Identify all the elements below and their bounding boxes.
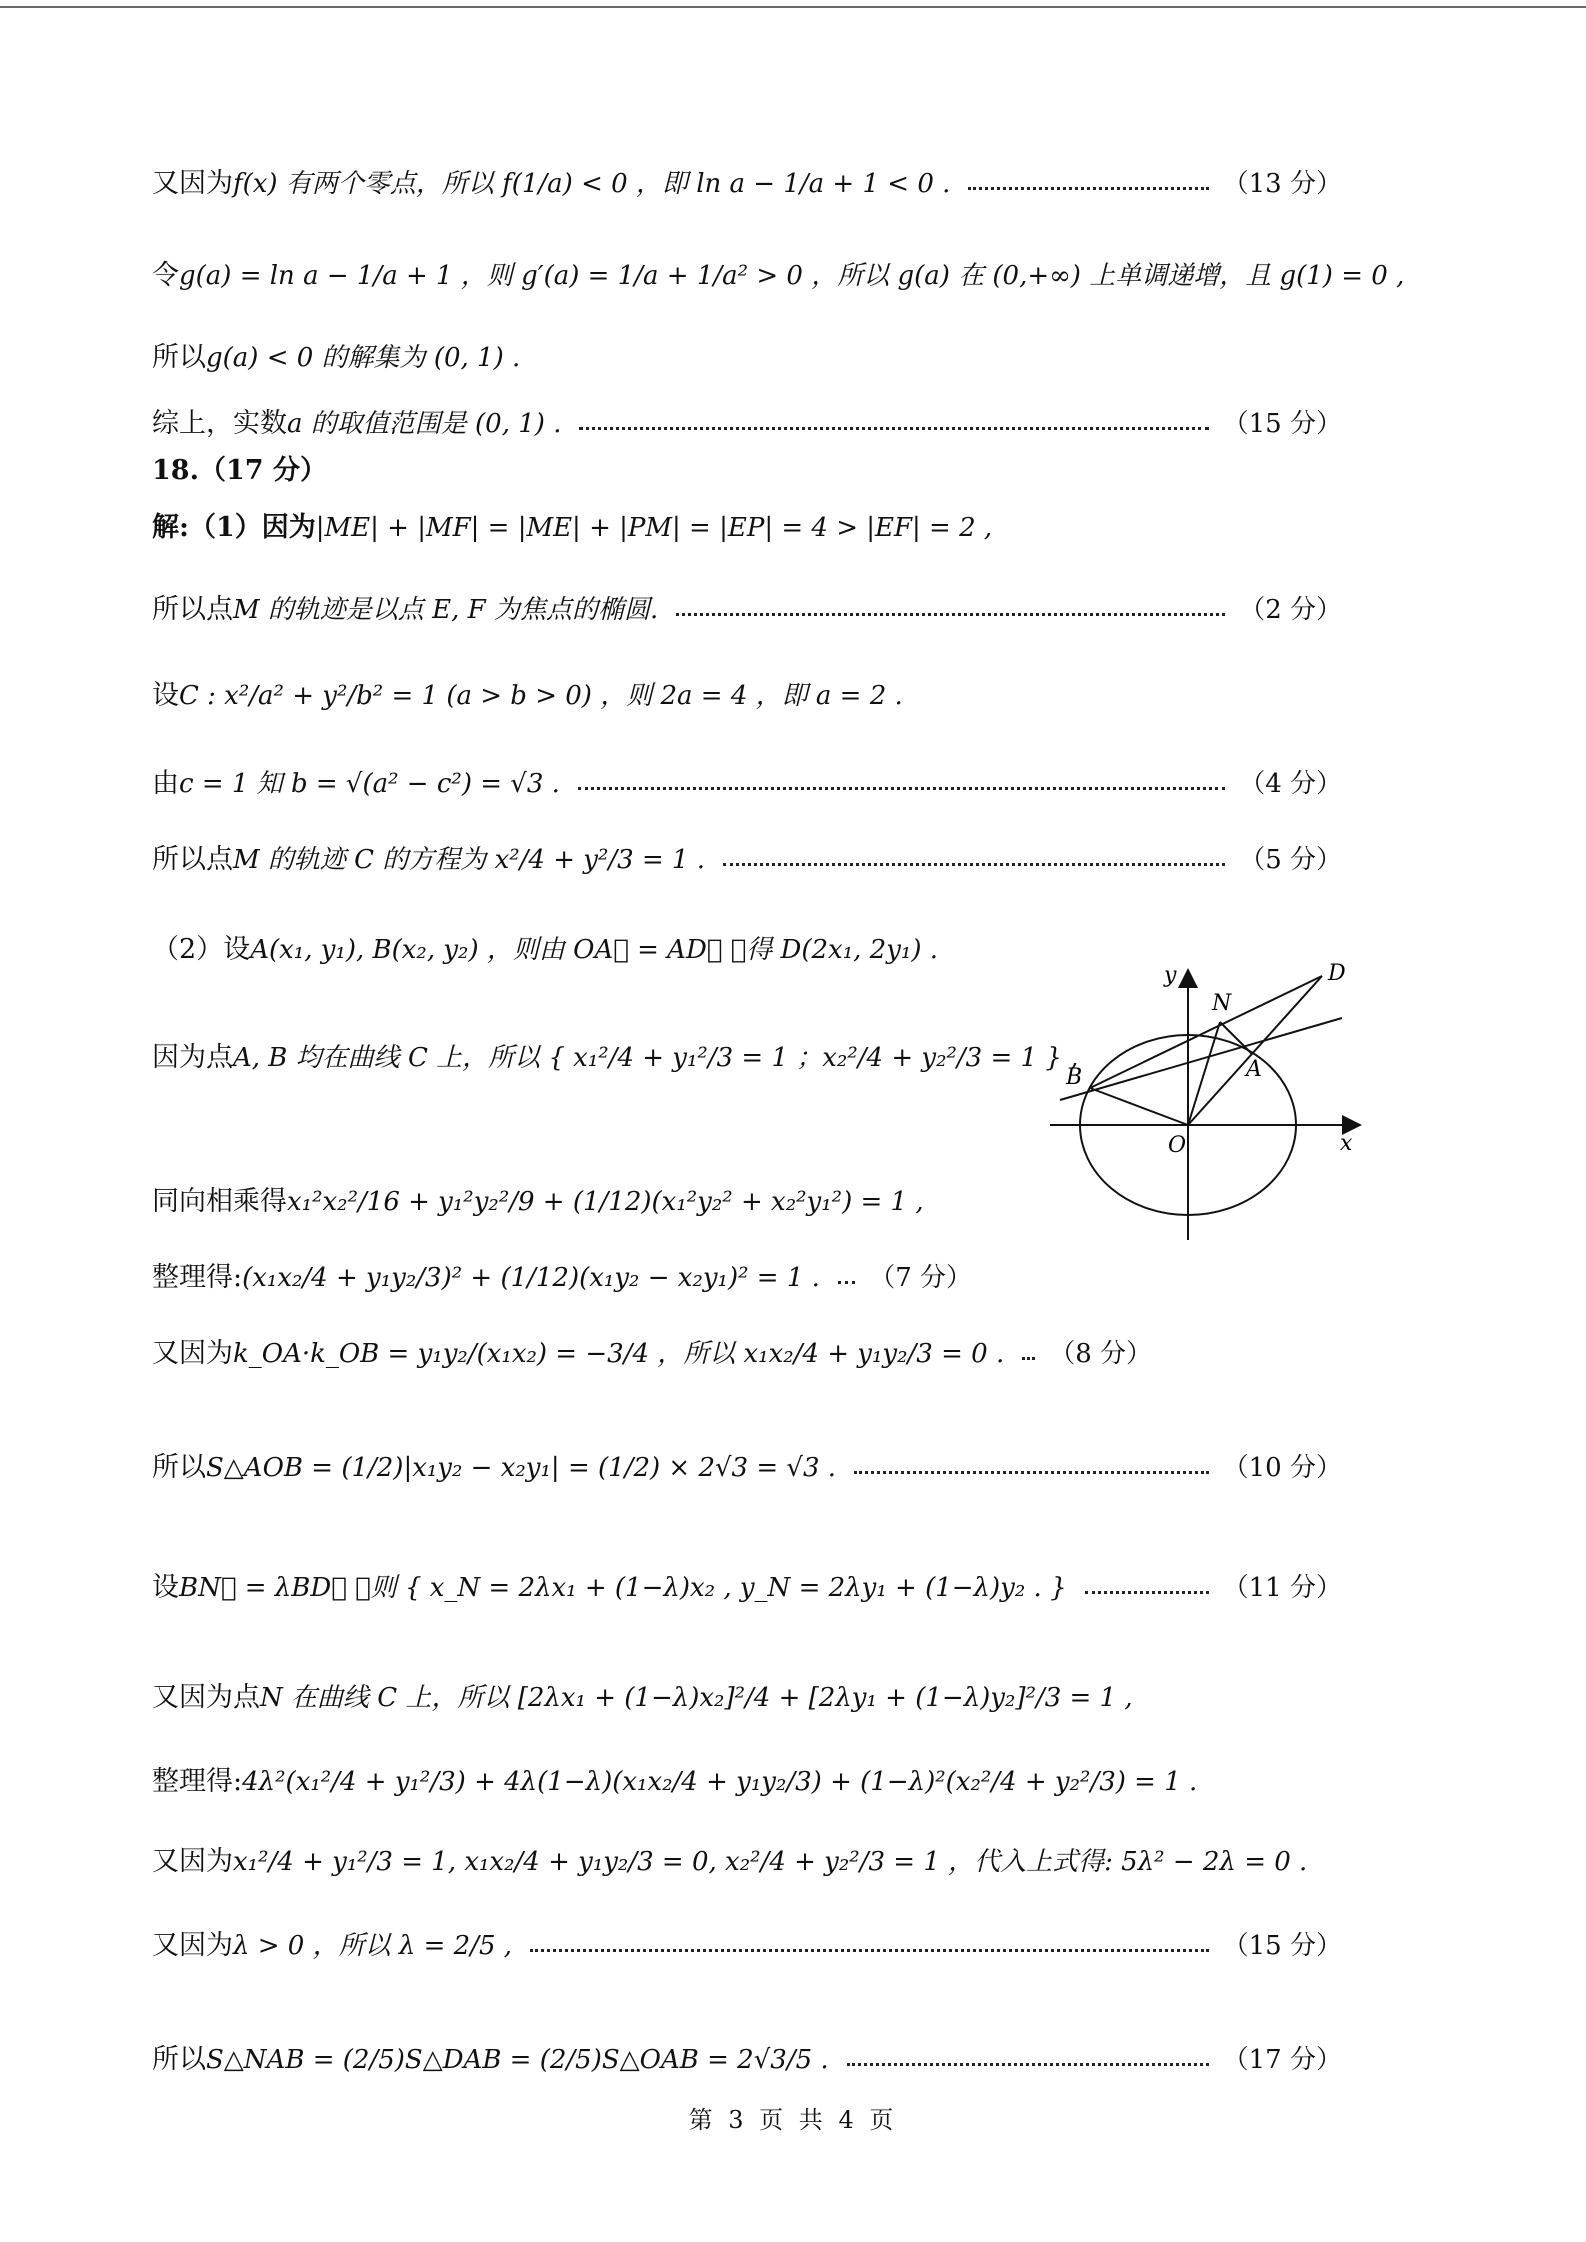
line-text: 设 (152, 1572, 179, 1603)
solution-line-7 (152, 1262, 972, 1294)
dot-leader (579, 427, 1208, 430)
line-math: x₁²/4 + y₁²/3 = 1, x₁x₂/4 + y₁y₂/3 = 0, x₂²/4 + y₂²/3 = 1 ，代入上式得: 5λ² − 2λ = 0 . (233, 1846, 1308, 1877)
line-math: λ > 0 ，所以 λ = 2/5 , (233, 1930, 513, 1961)
solution-line (152, 260, 1405, 292)
score-label: （11 分） (1222, 1572, 1342, 1603)
line-text: 所以 (152, 1452, 206, 1483)
solution-line (152, 1766, 1342, 1798)
solution-line (152, 342, 1342, 374)
line-math: N 在曲线 C 上，所以 [2λx₁ + (1−λ)x₂]²/4 + [2λy₁ + (1−λ)y₂]²/3 = 1 , (260, 1682, 1133, 1713)
score-label: （10 分） (1222, 1452, 1342, 1483)
solution-line-15 (152, 1930, 1342, 1962)
line-math: S△NAB = (2/5)S△DAB = (2/5)S△OAB = 2√3/5 . (206, 2044, 829, 2075)
line-math: a 的取值范围是 (0, 1) . (287, 408, 562, 439)
line-math: |ME| + |MF| = |ME| + |PM| = |EP| = 4 > |EF| = 2 , (315, 512, 993, 543)
line-bd (1090, 976, 1322, 1088)
line-ba (1060, 1018, 1342, 1100)
line-text: 又因为 (152, 1846, 233, 1877)
score-label: （7 分） (869, 1262, 972, 1293)
line-text: 由 (152, 768, 179, 799)
solution-line (152, 1682, 1342, 1714)
line-text: 解:（1）因为 (152, 512, 316, 543)
solution-line (152, 512, 1342, 544)
line-math: f(x) 有两个零点，所以 f(1/a) < 0 ，即 ln a − 1/a + 1 < 0 . (233, 168, 951, 199)
line-math: C : x²/a² + y²/b² = 1 (a > b > 0) ，则 2a = 4 ，即 a = 2 . (179, 680, 903, 711)
label-d: D (1328, 961, 1346, 986)
line-ob (1090, 1088, 1188, 1125)
score-label: （2 分） (1239, 594, 1342, 625)
solution-line-5 (152, 844, 1342, 876)
score-label: （4 分） (1239, 768, 1342, 799)
line-text: 又因为点 (152, 1682, 260, 1713)
line-math: x₁²x₂²/16 + y₁²y₂²/9 + (1/12)(x₁²y₂² + x₂²y₁²) = 1 , (287, 1186, 924, 1217)
line-math: (x₁x₂/4 + y₁y₂/3)² + (1/12)(x₁y₂ − x₂y₁)² = 1 . (242, 1262, 820, 1293)
line-math: 4λ²(x₁²/4 + y₁²/3) + 4λ(1−λ)(x₁x₂/4 + y₁y₂/3) + (1−λ)²(x₂²/4 + y₂²/3) = 1 . (242, 1766, 1198, 1797)
score-label: （15 分） (1222, 1930, 1342, 1961)
solution-line-17 (152, 2044, 1342, 2076)
page-footer: 第 3 页 共 4 页 (688, 2106, 898, 2134)
line-text: 设 (152, 680, 179, 711)
line-math: M 的轨迹是以点 E, F 为焦点的椭圆. (233, 594, 659, 625)
ellipse-figure (1040, 960, 1370, 1250)
problem-heading (152, 455, 1342, 487)
line-math: k_OA·k_OB = y₁y₂/(x₁x₂) = −3/4 ，所以 x₁x₂/4 + y₁y₂/3 = 0 . (233, 1338, 1005, 1369)
line-text: 综上，实数 (152, 408, 287, 439)
line-math: M 的轨迹 C 的方程为 x²/4 + y²/3 = 1 . (233, 844, 706, 875)
solution-line-2 (152, 594, 1342, 626)
dot-leader (847, 2063, 1209, 2066)
label-b: B (1066, 1065, 1083, 1090)
line-text: 整理得: (152, 1262, 243, 1293)
line-text: 所以点 (152, 594, 233, 625)
line-text: 又因为 (152, 1338, 233, 1369)
dot-leader (854, 1471, 1209, 1474)
score-label: （17 分） (1222, 2044, 1342, 2075)
line-text: 所以 (152, 2044, 206, 2075)
line-text: 所以 (152, 342, 206, 373)
solution-line (152, 1846, 1342, 1878)
line-math: A(x₁, y₁), B(x₂, y₂) ，则由 OA⃗ = AD⃗ ，得 D(2x₁, 2y₁) . (250, 934, 938, 965)
solution-line-13 (152, 168, 1342, 200)
line-text: 18.（17 分） (152, 455, 327, 486)
dot-leader (530, 1949, 1209, 1952)
line-text: （2）设 (152, 934, 251, 965)
dot-leader (1022, 1357, 1035, 1360)
dot-leader (1085, 1591, 1209, 1594)
dot-leader (838, 1281, 855, 1284)
line-text: 整理得: (152, 1766, 243, 1797)
label-y: y (1164, 963, 1177, 988)
score-label: （15 分） (1222, 408, 1342, 439)
line-od (1188, 976, 1322, 1125)
line-text: 又因为 (152, 168, 233, 199)
score-label: （5 分） (1239, 844, 1342, 875)
line-math: S△AOB = (1/2)|x₁y₂ − x₂y₁| = (1/2) × 2√3 = √3 . (206, 1452, 837, 1483)
line-math: c = 1 知 b = √(a² − c²) = √3 . (179, 768, 560, 799)
score-label: （8 分） (1049, 1338, 1152, 1369)
dot-leader (578, 787, 1225, 790)
line-math: g(a) < 0 的解集为 (0, 1) . (206, 342, 521, 373)
label-a: A (1246, 1057, 1262, 1082)
line-text: 令 (152, 260, 179, 291)
label-n: N (1212, 991, 1232, 1016)
solution-line-15 (152, 408, 1342, 440)
line-text: 因为点 (152, 1042, 233, 1073)
solution-line-11 (152, 1572, 1342, 1604)
solution-line-10 (152, 1452, 1342, 1484)
solution-line (152, 934, 1012, 966)
dot-leader (723, 863, 1225, 866)
line-math: BN⃗ = λBD⃗ ，则 { x_N = 2λx₁ + (1−λ)x₂ , y_N = 2λy₁ + (1−λ)y₂ . } (179, 1572, 1067, 1603)
dot-leader (968, 187, 1208, 190)
top-rule (0, 6, 1586, 8)
score-label: （13 分） (1222, 168, 1342, 199)
line-text: 同向相乘得 (152, 1186, 287, 1217)
dot-leader (676, 613, 1225, 616)
label-origin: O (1168, 1133, 1187, 1158)
solution-line (152, 680, 1342, 712)
solution-line (152, 1042, 1079, 1074)
line-math: A, B 均在曲线 C 上，所以 { x₁²/4 + y₁²/3 = 1 ；x₂²/4 + y₂²/3 = 1 } , (233, 1042, 1079, 1073)
line-text: 所以点 (152, 844, 233, 875)
label-x: x (1340, 1131, 1353, 1156)
line-text: 又因为 (152, 1930, 233, 1961)
solution-line (152, 1186, 1012, 1218)
line-math: g(a) = ln a − 1/a + 1 ，则 g′(a) = 1/a + 1/a² > 0 ，所以 g(a) 在 (0,+∞) 上单调递增，且 g(1) = 0 , (179, 260, 1405, 291)
solution-line-4 (152, 768, 1342, 800)
solution-line-8 (152, 1338, 1152, 1370)
